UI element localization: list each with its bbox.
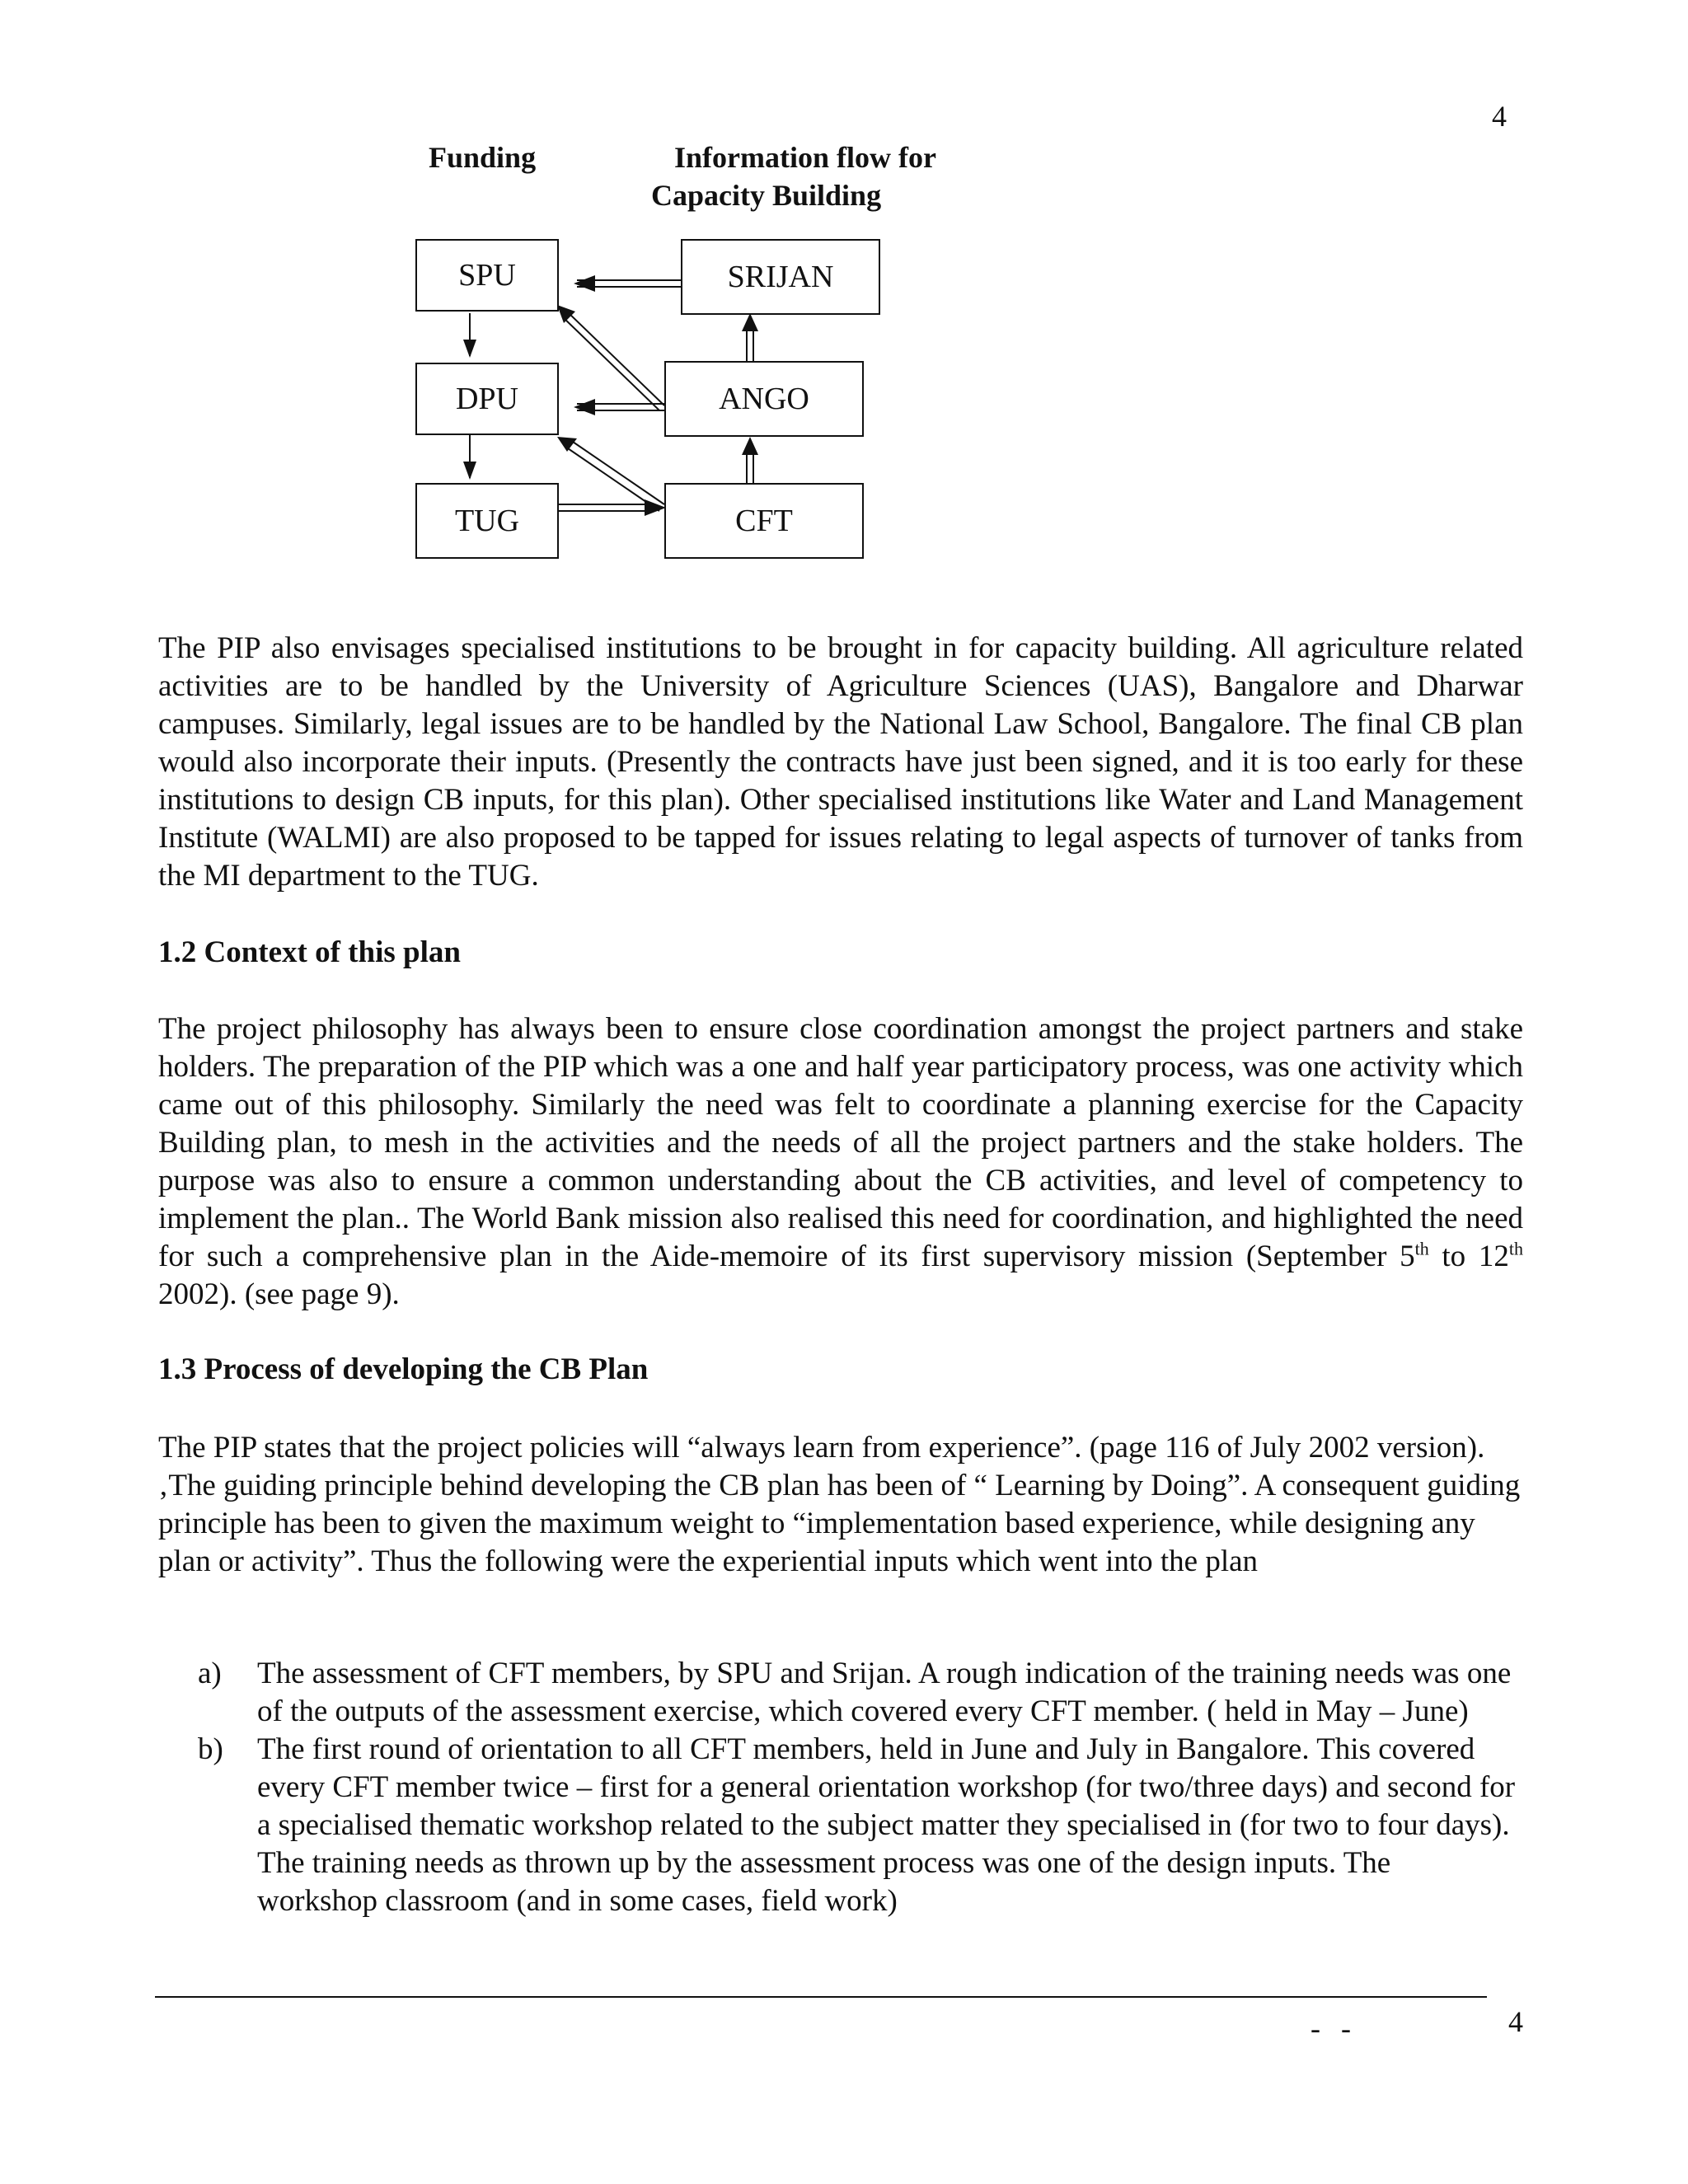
page-number-bottom: 4 (1508, 2005, 1523, 2038)
superscript-th-1: th (1414, 1238, 1429, 1259)
box-cft: CFT (664, 483, 864, 559)
paragraph-context-mid: to 12 (1428, 1240, 1509, 1273)
arrow-cft-ango (742, 437, 758, 483)
arrow-srijan-spu (574, 275, 681, 292)
info-flow-label-line1: Information flow for (674, 141, 936, 174)
info-flow-label-line2: Capacity Building (651, 179, 882, 212)
diagram (0, 0, 1688, 577)
paragraph-context-main: The project philosophy has always been to ensure close coordination amongst the project partners and stake holders. The preparation of the PIP which was a one and half year participatory process, was one activity which came out of this philosophy. Similarly the need was felt to coordinate a planning exercise for the Capacity Building plan, to mesh in the activities and the needs of all the project partners and the stake holders. The purpose was also to ensure a common understanding about the CB activities, and level of competency to implement the plan.. The World Bank mission also realised this need for coordination, and highlighted the need for such a comprehensive plan in the Aide-memoire of its first supervisory mission (September 5 (158, 1012, 1523, 1273)
box-dpu: DPU (415, 363, 559, 435)
arrow-ango-spu-diagonal (557, 305, 664, 410)
box-srijan: SRIJAN (681, 239, 880, 315)
arrow-cft-dpu-diagonal (557, 437, 664, 511)
funding-label: Funding (429, 141, 537, 174)
heading-context-of-plan: 1.2 Context of this plan (158, 935, 461, 969)
paragraph-context-end: 2002). (see page 9). (158, 1277, 400, 1311)
list-marker: b) (198, 1732, 223, 1766)
box-spu: SPU (415, 239, 559, 312)
page-number-top: 4 (1492, 100, 1507, 133)
heading-process-cb-plan: 1.3 Process of developing the CB Plan (158, 1352, 649, 1386)
paragraph-specialised-institutions: The PIP also envisages specialised institutions to be brought in for capacity building. All agriculture related activities are to be handled by the University of Agriculture Sciences (UAS), Bangalore and Dharwar campuses. Similarly, legal issues are to be handled by the National Law School, Bangalore. The final CB plan would also incorporate their inputs. (Presently the contracts have just been signed, and it is too early for these institutions to design CB inputs, for this plan). Other specialised institutions like Water and Land Management Institute (WALMI) are also proposed to be tapped for issues relating to legal aspects of turnover of tanks from the MI department to the TUG. (158, 631, 1523, 893)
list-item-text: The first round of orientation to all CFT members, held in June and July in Bangalore. This covered every CFT member twice – first for a general orientation workshop (for two/three days) and second for a specialised thematic workshop related to the subject matter they specialised in (for two to four days). The training needs as thrown up by the assessment process was one of the design inputs. The workshop classroom (and in some cases, field work) (257, 1732, 1516, 1918)
footer-rule (155, 1996, 1487, 1998)
box-tug: TUG (415, 483, 559, 559)
superscript-th-2: th (1508, 1238, 1523, 1259)
paragraph-process: The PIP states that the project policies will “always learn from experience”. (page 116 of July 2002 version). ‚The guiding principle behind developing the CB plan has been of “ Learning by Doing”. A consequent guiding principle has been to given the maximum weight to “implementation based experience, while designing any plan or activity”. Thus the following were the experiential inputs which went into the plan (158, 1431, 1521, 1578)
list-item (198, 1655, 1517, 1731)
list-item (198, 1731, 1517, 1920)
footer-dashes: - - (1311, 2012, 1357, 2045)
arrow-ango-srijan (742, 313, 758, 361)
arrow-tug-cft (559, 499, 666, 516)
paragraph-context (158, 1010, 1523, 1314)
list-marker: a) (198, 1657, 222, 1690)
list-item-text: The assessment of CFT members, by SPU and Srijan. A rough indication of the training needs was one of the outputs of the assessment exercise, which covered every CFT member. ( held in May – June) (257, 1657, 1512, 1728)
box-ango: ANGO (664, 361, 864, 437)
experiential-inputs-list (198, 1655, 1517, 1920)
